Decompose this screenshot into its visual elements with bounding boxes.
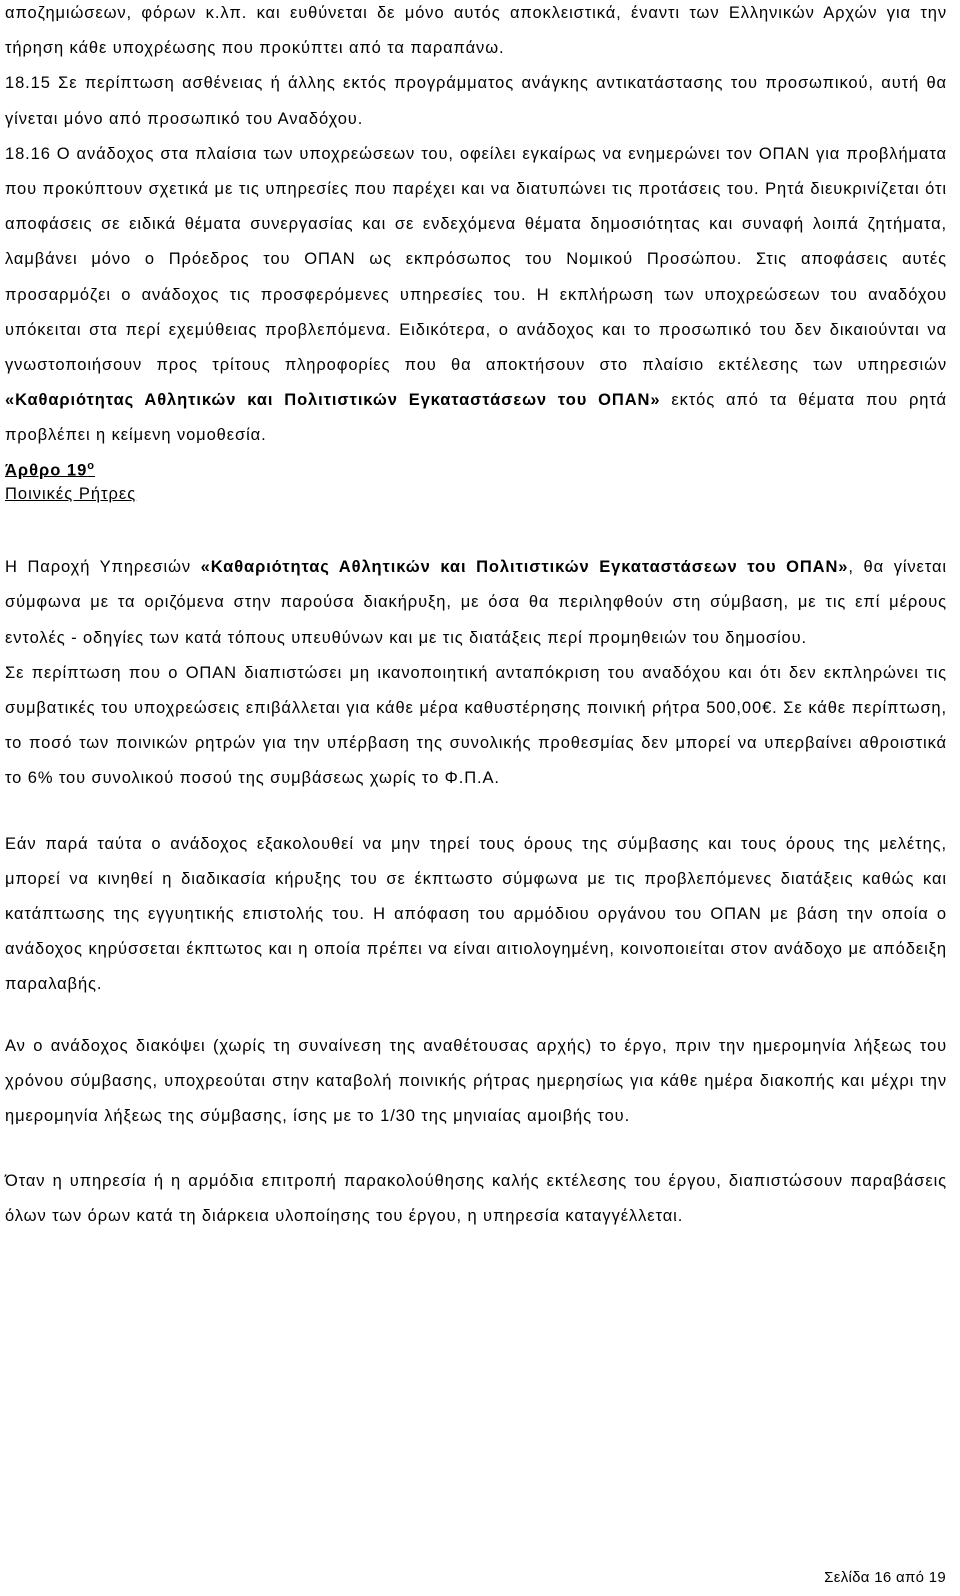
- paragraph-continuation: αποζημιώσεων, φόρων κ.λπ. και ευθύνεται δε μόνο αυτός αποκλειστικά, έναντι των Ελληνικών Αρχών για την τήρηση κάθε υποχρέωσης που προκύπτει από τα παραπάνω.: [5, 4, 947, 58]
- paragraph-forfeiture: Εάν παρά ταύτα ο ανάδοχος εξακολουθεί να μην τηρεί τους όρους της σύμβασης και τους όρους της μελέτης, μπορεί να κινηθεί η διαδικασία κήρυξης του σε έκπτωστο σύμφωνα με τις προβλεπόμενες διατάξεις καθώς και κατάπτωσης της εγγυητικής επιστολής του. Η απόφαση του αρμόδιου οργάνου του ΟΠΑΝ με βάση την οποία ο ανάδοχος κηρύσσεται έκπτωτος και η οποία πρέπει να είναι αιτιολογημένη, κοινοποιείται στον ανάδοχο με απόδειξη παραλαβής.: [5, 834, 947, 994]
- paragraph-18-16: [5, 137, 947, 454]
- paragraph-18-16-text-a: 18.16 Ο ανάδοχος στα πλαίσια των υποχρεώσεων του, οφείλει εγκαίρως να ενημερώνει τον ΟΠΑΝ για προβλήματα που προκύπτουν σχετικά με τις υπηρεσίες που παρέχει και να διατυπώνει τις προτάσεις του. Ρητά διευκρινίζεται ότι αποφάσεις σε ειδικά θέματα συνεργασίας και σε ενδεχόμενα θέματα δημοσιότητας και συναφή λοιπά ζητήματα, λαμβάνει μόνο ο Πρόεδρος του ΟΠΑΝ ως εκπρόσωπος του Νομικού Προσώπου. Στις αποφάσεις αυτές προσαρμόζει ο ανάδοχος τις προσφερόμενες υπηρεσίες του. Η εκπλήρωση των υποχρεώσεων του αναδόχου υπόκειται στα περί εχεμύθειας προβλεπόμενα. Ειδικότερα, ο ανάδοχος και το προσωπικό του δεν δικαιούνται να γνωστοποιήσουν προς τρίτους πληροφορίες που θα αποκτήσουν στο πλαίσιο εκτέλεσης των υπηρεσιών: [5, 144, 947, 375]
- document-page: [5, 0, 947, 1235]
- paragraph-service-text-a: Η Παροχή Υπηρεσιών: [5, 558, 201, 577]
- paragraph-service-text-b: , θα γίνεται σύμφωνα με τα οριζόμενα στην παρούσα διακήρυξη, με όσα θα περιληφθούν στη σύμβαση, με τις επί μέρους εντολές - οδηγίες των κατά τόπους υπευθύνων και με τις διατάξεις περί προμηθειών του δημοσίου.: [5, 558, 947, 647]
- article-heading-text: Άρθρο 19: [5, 461, 88, 480]
- page-number: Σελίδα 16 από 19: [824, 1569, 946, 1586]
- paragraph-service-name: «Καθαριότητας Αθλητικών και Πολιτιστικών Εγκαταστάσεων του ΟΠΑΝ»: [200, 558, 849, 577]
- section-heading: Ποινικές Ρήτρες: [5, 485, 137, 504]
- paragraph-interruption: Αν ο ανάδοχος διακόψει (χωρίς τη συναίνεση της αναθέτουσας αρχής) το έργο, πριν την ημερομηνία λήξεως του χρόνου σύμβασης, υποχρεούται στην καταβολή ποινικής ρήτρας ημερησίως για κάθε ημέρα διακοπής και μέχρι την ημερομηνία λήξεως της σύμβασης, ίσης με το 1/30 της μηνιαίας αμοιβής του.: [5, 1036, 947, 1125]
- paragraph-18-16-service-name: «Καθαριότητας Αθλητικών και Πολιτιστικών Εγκαταστάσεων του ΟΠΑΝ»: [5, 391, 661, 410]
- paragraph-18-16-text-b: εκτός από τα θέματα που ρητά προβλέπει η κείμενη νομοθεσία.: [5, 391, 947, 445]
- article-heading: [5, 454, 947, 483]
- paragraph-penalty-clause: Σε περίπτωση που ο ΟΠΑΝ διαπιστώσει μη ικανοποιητική ανταπόκριση του αναδόχου και ότι δεν εκπληρώνει τις συμβατικές του υποχρεώσεις επιβάλλεται για κάθε μέρα καθυστέρησης ποινική ρήτρα 500,00€. Σε κάθε περίπτωση, το ποσό των ποινικών ρητρών για την υπέρβαση της συνολικής προθεσμίας δεν μπορεί να υπερβαίνει αθροιστικά το 6% του συνολικού ποσού της συμβάσεως χωρίς το Φ.Π.Α.: [5, 663, 947, 788]
- paragraph-service-provision: [5, 550, 947, 656]
- article-heading-ordinal: ο: [87, 459, 96, 472]
- paragraph-termination: Όταν η υπηρεσία ή η αρμόδια επιτροπή παρακολούθησης καλής εκτέλεσης του έργου, διαπιστώσουν παραβάσεις όλων των όρων κατά τη διάρκεια υλοποίησης του έργου, η υπηρεσία καταγγέλλεται.: [5, 1172, 947, 1226]
- paragraph-18-15: 18.15 Σε περίπτωση ασθένειας ή άλλης εκτός προγράμματος ανάγκης αντικατάστασης του προσωπικού, αυτή θα γίνεται μόνο από προσωπικό του Αναδόχου.: [5, 74, 947, 128]
